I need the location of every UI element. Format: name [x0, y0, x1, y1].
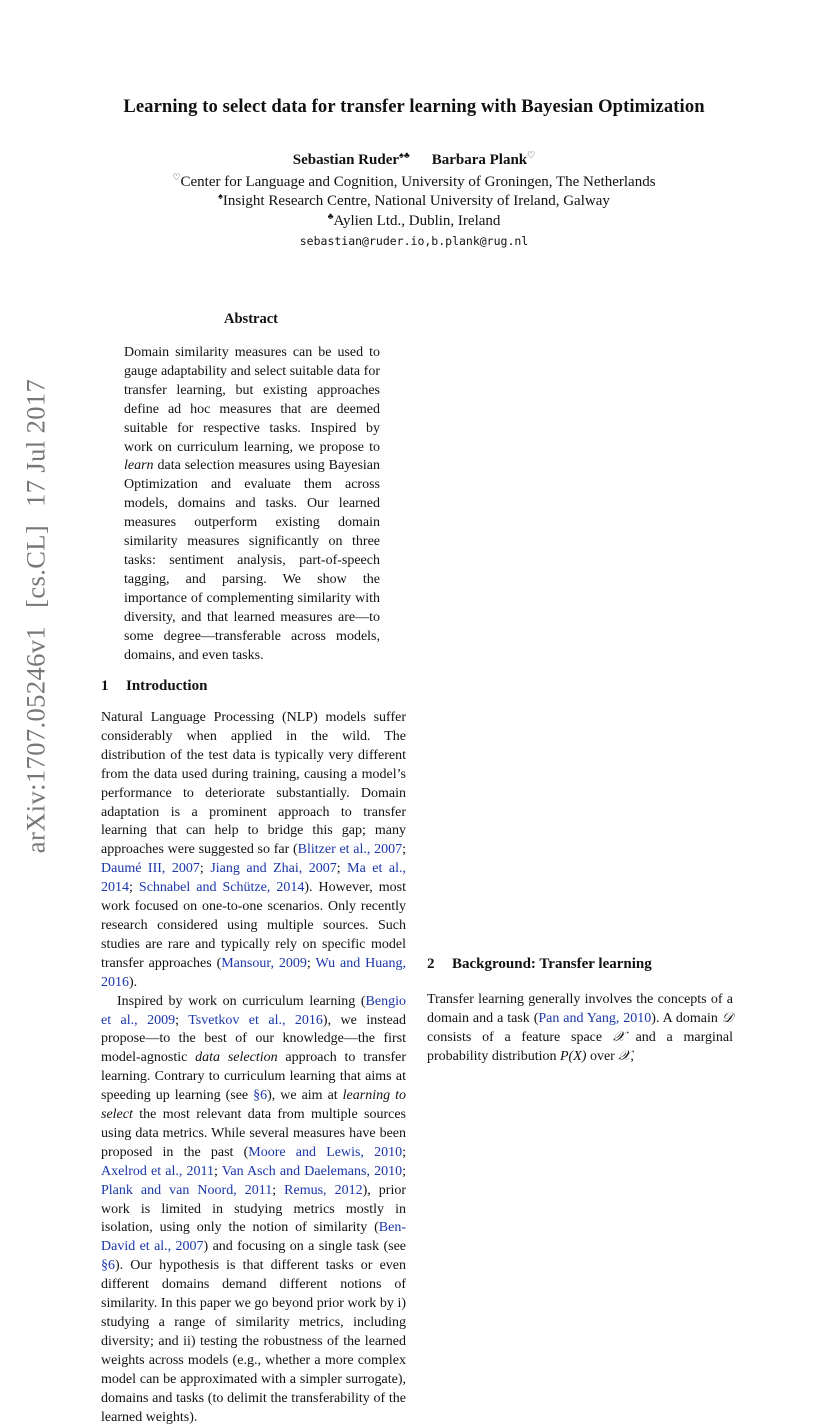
text-span: ). However, most work focused on one-to-one scenarios. Only recently research considered using multiple sources. Such studies are rare and typically rely on specific model transfer approaches (	[101, 880, 407, 971]
citation-link[interactable]: Schnabel and Schütze, 2014	[138, 880, 305, 896]
affiliation-text: Center for Language and Cognition, University of Groningen, The Netherlands	[180, 174, 656, 190]
author-marks: ♠♣	[399, 150, 410, 160]
text-span: ;	[306, 955, 316, 971]
text-span: approach to transfer learning. Contrary to curriculum learning that aims at speeding up learning (see	[101, 1050, 407, 1104]
section-title: Background: Transfer learning	[452, 956, 652, 972]
author-marks: ♡	[527, 150, 536, 160]
section-heading-background	[427, 956, 652, 973]
paragraph	[101, 709, 406, 993]
arxiv-identifier	[21, 379, 52, 853]
section-number: 1	[101, 678, 109, 694]
math-symbol: P(X)	[560, 1048, 587, 1064]
citation-link[interactable]: Mansour, 2009	[221, 955, 307, 971]
paper-title: Learning to select data for transfer learning with Bayesian Optimization	[123, 96, 705, 117]
right-column-continuation	[427, 312, 733, 934]
citation-link[interactable]: Ma et al., 2014	[101, 861, 406, 896]
text-span: ). A domain	[651, 1010, 722, 1026]
text-span: Inspired by work on curriculum learning (	[117, 993, 366, 1009]
abstract-body	[124, 344, 380, 665]
math-symbol: 𝒳	[612, 1029, 625, 1045]
text-span: ).	[129, 974, 138, 990]
text-span: and a marginal probability distribution	[427, 1029, 733, 1064]
text-span: over	[586, 1048, 619, 1064]
citation-link[interactable]: Bengio et al., 2009	[101, 993, 406, 1028]
text-span: Domain similarity measures can be used to gauge adaptability and select suitable data for transfer learning, but existing approaches define ad hoc measures that are deemed suitable for respective tasks. Inspired by work on curriculum learning, we propose to	[124, 345, 380, 455]
text-span: ;	[402, 842, 406, 858]
citation-link[interactable]: Axelrod et al., 2011	[101, 1163, 215, 1179]
citation-link[interactable]: Van Asch and Daelemans, 2010	[221, 1163, 403, 1179]
citation-link[interactable]: Tsvetkov et al., 2016	[188, 1012, 323, 1028]
math-symbol: 𝒟	[721, 1010, 733, 1026]
text-span: ), we aim at	[267, 1088, 343, 1104]
text-span: Natural Language Processing (NLP) models suffer considerably when applied in the wild. The distribution of the test data is typically very different from the data used during training, causing a model’s performance to deteriorate substantially. Domain adaptation is a prominent approach to transfer learning that can help to bridge this gap; many approaches were suggested so far (	[101, 710, 406, 858]
paragraph	[427, 991, 733, 1067]
affiliation	[0, 172, 828, 191]
affiliation-mark: ♠	[218, 191, 223, 201]
text-span: ;	[336, 861, 348, 877]
citation-link[interactable]: Pan and Yang, 2010	[538, 1010, 652, 1026]
text-span: ,	[630, 1048, 634, 1064]
left-column-body	[101, 709, 406, 1427]
text-span: ). Our hypothesis is that different tasks or even different domains demand different notions of similarity. In this paper we go beyond prior work by i) studying a range of similarity metrics, including diversity; and ii) testing the robustness of the learned weights across models (e.g., whether a more complex model can be approximated with a simpler surrogate), domains and tasks (to delimit the transferability of the learned weights).	[101, 1258, 406, 1425]
citation-link[interactable]: Ben-David et al., 2007	[101, 1220, 406, 1255]
affiliation	[0, 211, 828, 230]
section2-body	[427, 991, 733, 1067]
author-name: Sebastian Ruder	[292, 152, 400, 168]
affiliation-text: Aylien Ltd., Dublin, Ireland	[333, 213, 501, 229]
citation-link[interactable]: Jiang and Zhai, 2007	[210, 861, 337, 877]
affiliation	[0, 191, 828, 210]
text-span: ;	[199, 861, 211, 877]
citation-link[interactable]: Blitzer et al., 2007	[297, 842, 403, 858]
text-span: Transfer learning generally involves the concepts of a domain and a task (	[427, 992, 733, 1026]
text-span: ;	[402, 1144, 406, 1160]
section-ref-link[interactable]: §6	[253, 1088, 268, 1104]
affiliation-mark: ♡	[172, 172, 181, 182]
text-span: data selection measures using Bayesian Optimization and evaluate them across models, domains and tasks. Our learned measures outperform existing domain similarity measures significantly on three tasks: sentiment analysis, part-of-speech tagging, and parsing. We show the importance of complementing similarity with diversity, and that learned measures are—to some degree—transferable across models, domains, and even tasks.	[124, 458, 380, 663]
text-span: ;	[129, 880, 139, 896]
citation-link[interactable]: Daumé III, 2007	[101, 861, 200, 877]
affiliation-text: Insight Research Centre, National University of Ireland, Galway	[222, 193, 610, 209]
arxiv-id: arXiv:1707.05246v1	[20, 625, 51, 854]
arxiv-date: 17 Jul 2017	[20, 378, 51, 507]
author-list	[0, 150, 828, 169]
citation-link[interactable]: Moore and Lewis, 2010	[248, 1144, 403, 1160]
affiliation-mark: ♣	[327, 211, 334, 221]
section-title: Introduction	[126, 678, 208, 694]
math-symbol: 𝒳	[618, 1048, 631, 1064]
emphasis: learn	[124, 458, 154, 474]
text-span: ;	[272, 1182, 285, 1198]
text-span: ;	[175, 1012, 189, 1028]
arxiv-category: [cs.CL]	[20, 524, 51, 608]
citation-link[interactable]: Plank and van Noord, 2011	[101, 1182, 273, 1198]
text-span: ), we instead propose—to the best of our knowledge—the first model-agnostic	[101, 1012, 406, 1066]
author-email: sebastian@ruder.io,b.plank@rug.nl	[299, 234, 529, 248]
abstract-heading: Abstract	[224, 311, 278, 327]
text-span: ;	[214, 1163, 222, 1179]
author-name: Barbara Plank	[431, 152, 528, 168]
paragraph	[101, 993, 406, 1427]
text-span: consists of a feature space	[427, 1029, 613, 1045]
section-number: 2	[427, 956, 435, 972]
text-span: ;	[402, 1163, 406, 1179]
citation-link[interactable]: Remus, 2012	[284, 1182, 363, 1198]
text-span: the most relevant data from multiple sources using data metrics. While several measures have been proposed in the past (	[101, 1107, 406, 1160]
section-heading-introduction	[101, 678, 207, 695]
section-ref-link[interactable]: §6	[101, 1258, 115, 1274]
text-span: ) and focusing on a single task (see	[203, 1239, 406, 1255]
citation-link[interactable]: Wu and Huang, 2016	[101, 955, 406, 990]
emphasis: learning to select	[101, 1088, 406, 1123]
text-span: ), prior work is limited in studying metrics mostly in isolation, using only the notion of similarity (	[101, 1182, 407, 1236]
emphasis: data selection	[195, 1050, 278, 1066]
